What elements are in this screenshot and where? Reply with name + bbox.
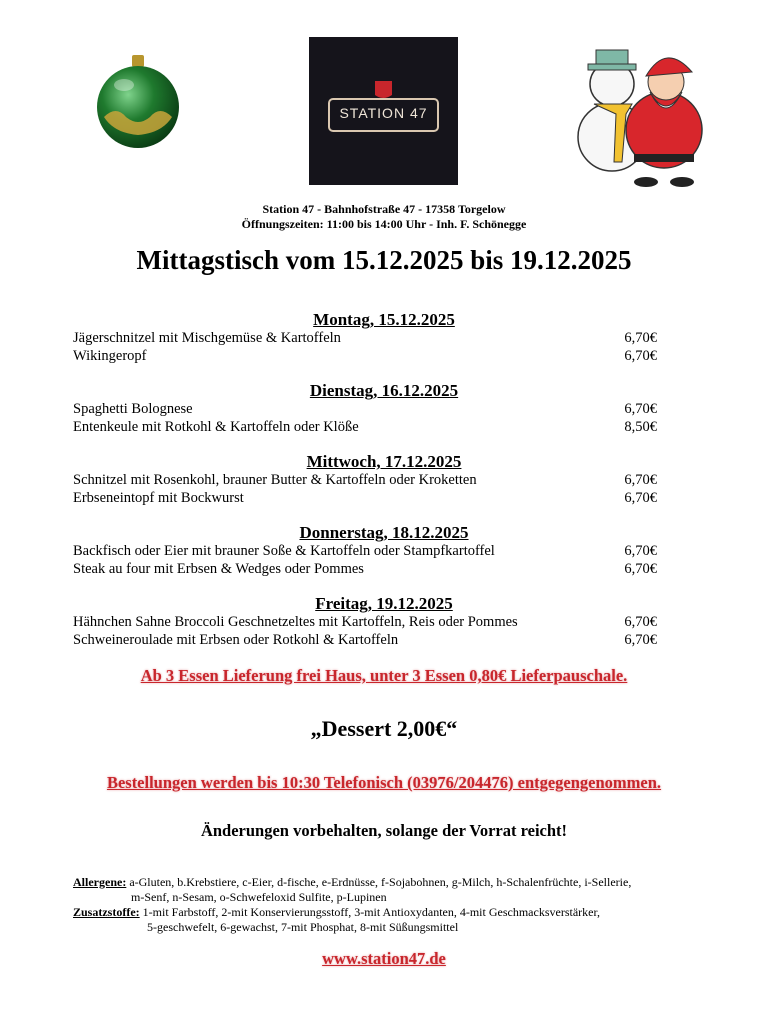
logo-text: STATION 47 <box>339 105 428 121</box>
order-phone-note: Bestellungen werden bis 10:30 Telefonisch (03976/204476) entgegengenommen. <box>106 773 662 792</box>
allergens-list: a-Gluten, b.Krebstiere, c-Eier, d-fische, e-Erdnüsse, f-Sojabohnen, g-Milch, h-Schalenfrüchte, i-Sellerie, <box>126 875 632 889</box>
dish-name: Entenkeule mit Rotkohl & Kartoffeln oder Klöße <box>73 419 359 435</box>
dish-row <box>73 472 657 489</box>
dish-price: 6,70€ <box>624 614 657 630</box>
dish-price: 6,70€ <box>624 348 657 364</box>
availability-notice: Änderungen vorbehalten, solange der Vorrat reicht! <box>200 821 568 840</box>
dessert-price: „Dessert 2,00€“ <box>310 716 458 741</box>
opening-hours: Öffnungszeiten: 11:00 bis 14:00 Uhr - Inh. F. Schönegge <box>241 217 527 231</box>
santa-snowman-image <box>574 42 710 188</box>
day-heading-tuesday: Dienstag, 16.12.2025 <box>309 381 459 400</box>
dish-row <box>73 348 657 365</box>
dish-price: 6,70€ <box>624 330 657 346</box>
dish-name: Spaghetti Bolognese <box>73 401 193 417</box>
dish-price: 6,70€ <box>624 472 657 488</box>
dish-price: 6,70€ <box>624 561 657 577</box>
dish-name: Hähnchen Sahne Broccoli Geschnetzeltes mit Kartoffeln, Reis oder Pommes <box>73 614 518 630</box>
dish-row <box>73 419 657 436</box>
day-heading-friday: Freitag, 19.12.2025 <box>315 594 453 613</box>
additives-label: Zusatzstoffe: <box>73 905 140 919</box>
dish-row <box>73 490 657 507</box>
dish-name: Erbseneintopf mit Bockwurst <box>73 490 244 506</box>
dish-price: 8,50€ <box>624 419 657 435</box>
allergens-line <box>73 875 713 890</box>
dish-row <box>73 632 657 649</box>
additives-list: 1-mit Farbstoff, 2-mit Konservierungsstoff, 3-mit Antioxydanten, 4-mit Geschmacksverstärker, <box>139 905 600 919</box>
address-line: Station 47 - Bahnhofstraße 47 - 17358 Torgelow <box>262 202 506 216</box>
dish-price: 6,70€ <box>624 490 657 506</box>
dish-row <box>73 543 657 560</box>
menu-title: Mittagstisch vom 15.12.2025 bis 19.12.2025 <box>136 245 632 275</box>
dish-name: Schweineroulade mit Erbsen oder Rotkohl & Kartoffeln <box>73 632 399 648</box>
dish-row <box>73 561 657 578</box>
allergens-list-cont: m-Senf, n-Sesam, o-Schwefeloxid Sulfite, p-Lupinen <box>131 890 387 904</box>
website-link[interactable]: www.station47.de <box>322 949 446 968</box>
day-heading-thursday: Donnerstag, 18.12.2025 <box>299 523 469 542</box>
day-heading-wednesday: Mittwoch, 17.12.2025 <box>306 452 462 471</box>
christmas-ornament-image <box>96 55 180 150</box>
dish-price: 6,70€ <box>624 401 657 417</box>
delivery-note: Ab 3 Essen Lieferung frei Haus, unter 3 Essen 0,80€ Lieferpauschale. <box>140 666 628 685</box>
day-heading-monday: Montag, 15.12.2025 <box>313 310 455 329</box>
dish-row <box>73 614 657 631</box>
allergens-label: Allergene: <box>73 875 127 889</box>
dish-price: 6,70€ <box>624 632 657 648</box>
additives-list-cont: 5-geschwefelt, 6-gewachst, 7-mit Phosphat, 8-mit Süßungsmittel <box>147 920 459 934</box>
dish-name: Schnitzel mit Rosenkohl, brauner Butter & Kartoffeln oder Kroketten <box>73 472 477 488</box>
dish-name: Jägerschnitzel mit Mischgemüse & Kartoffeln <box>73 330 341 346</box>
additives-line <box>73 905 713 920</box>
dish-price: 6,70€ <box>624 543 657 559</box>
dish-name: Steak au four mit Erbsen & Wedges oder Pommes <box>73 561 364 577</box>
dish-name: Wikingeropf <box>73 348 147 364</box>
dish-row <box>73 401 657 418</box>
station47-logo <box>309 37 458 185</box>
dish-row <box>73 330 657 347</box>
dish-name: Backfisch oder Eier mit brauner Soße & Kartoffeln oder Stampfkartoffel <box>73 543 495 559</box>
